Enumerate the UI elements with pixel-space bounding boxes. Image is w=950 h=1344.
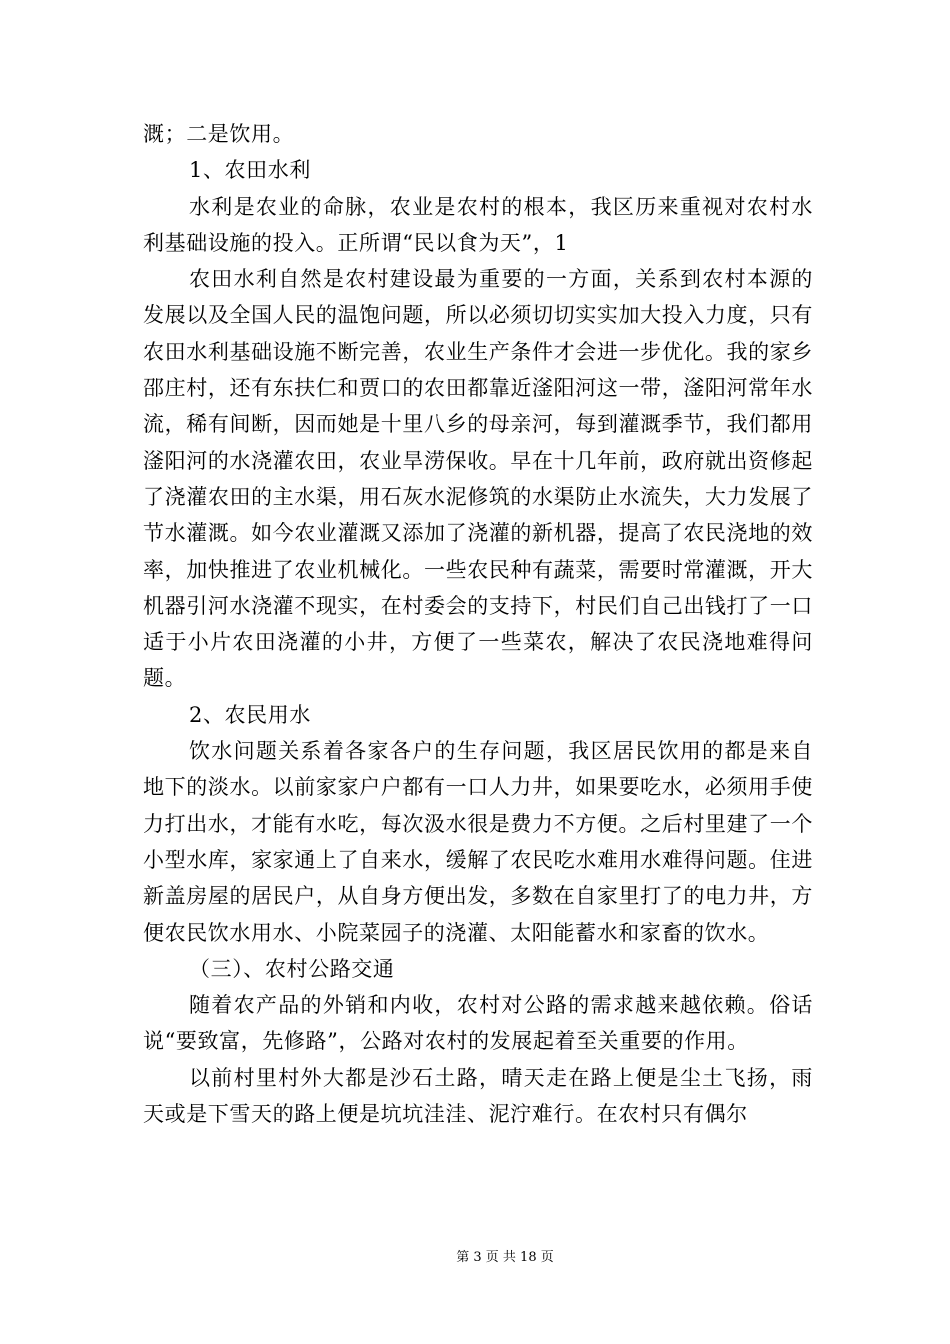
document-body (143, 116, 813, 1132)
section-heading-farmer-water: 2、农民用水 (189, 702, 311, 727)
paragraph: 随着农产品的外销和内收，农村对公路的需求越来越依赖。俗话说“要致富，先修路”，公路对农村的发展起着至关重要的作用。 (143, 993, 813, 1054)
paragraph: 水利是农业的命脉，农业是农村的根本，我区历来重视对农村水利基础设施的投入。正所谓“民以食为天”，1 (143, 194, 813, 255)
paragraph: 以前村里村外大都是沙石土路，晴天走在路上便是尘土飞扬，雨天或是下雪天的路上便是坑坑洼洼、泥泞难行。在农村只有偶尔 (143, 1065, 813, 1127)
section-heading-farmland-water: 1、农田水利 (189, 158, 311, 183)
paragraph-continuation: 溉；二是饮用。 (143, 122, 295, 146)
paragraph: 饮水问题关系着各家各户的生存问题，我区居民饮用的都是来自地下的淡水。以前家家户户都有一口人力井，如果要吃水，必须用手使力打出水，才能有水吃，每次汲水很是费力不方便。之后村里建了一个小型水库，家家通上了自来水，缓解了农民吃水难用水难得问题。住进新盖房屋的居民户，从自身方便出发，多数在自家里打了的电力井，方便农民饮水用水、小院菜园子的浇灌、太阳能蓄水和家畜的饮水。 (143, 739, 813, 945)
section-heading-rural-roads: （三）、农村公路交通 (189, 956, 395, 981)
paragraph: 农田水利自然是农村建设最为重要的一方面，关系到农村本源的发展以及全国人民的温饱问题，所以必须切切实实加大投入力度，只有农田水利基础设施不断完善，农业生产条件才会进一步优化。我的家乡邵庄村，还有东扶仁和贾口的农田都靠近滏阳河这一带，滏阳河常年水流，稀有间断，因而她是十里八乡的母亲河，每到灌溉季节，我们都用滏阳河的水浇灌农田，农业旱涝保收。早在十几年前，政府就出资修起了浇灌农田的主水渠，用石灰水泥修筑的水渠防止水流失，大力发展了节水灌溉。如今农业灌溉又添加了浇灌的新机器，提高了农民浇地的效率，加快推进了农业机械化。一些农民种有蔬菜，需要时常灌溉，开大机器引河水浇灌不现实，在村委会的支持下，村民们自己出钱打了一口适于小片农田浇灌的小井，方便了一些菜农，解决了农民浇地难得问题。 (143, 267, 813, 691)
page-number-footer: 第 3 页 共 18 页 (456, 1250, 554, 1265)
